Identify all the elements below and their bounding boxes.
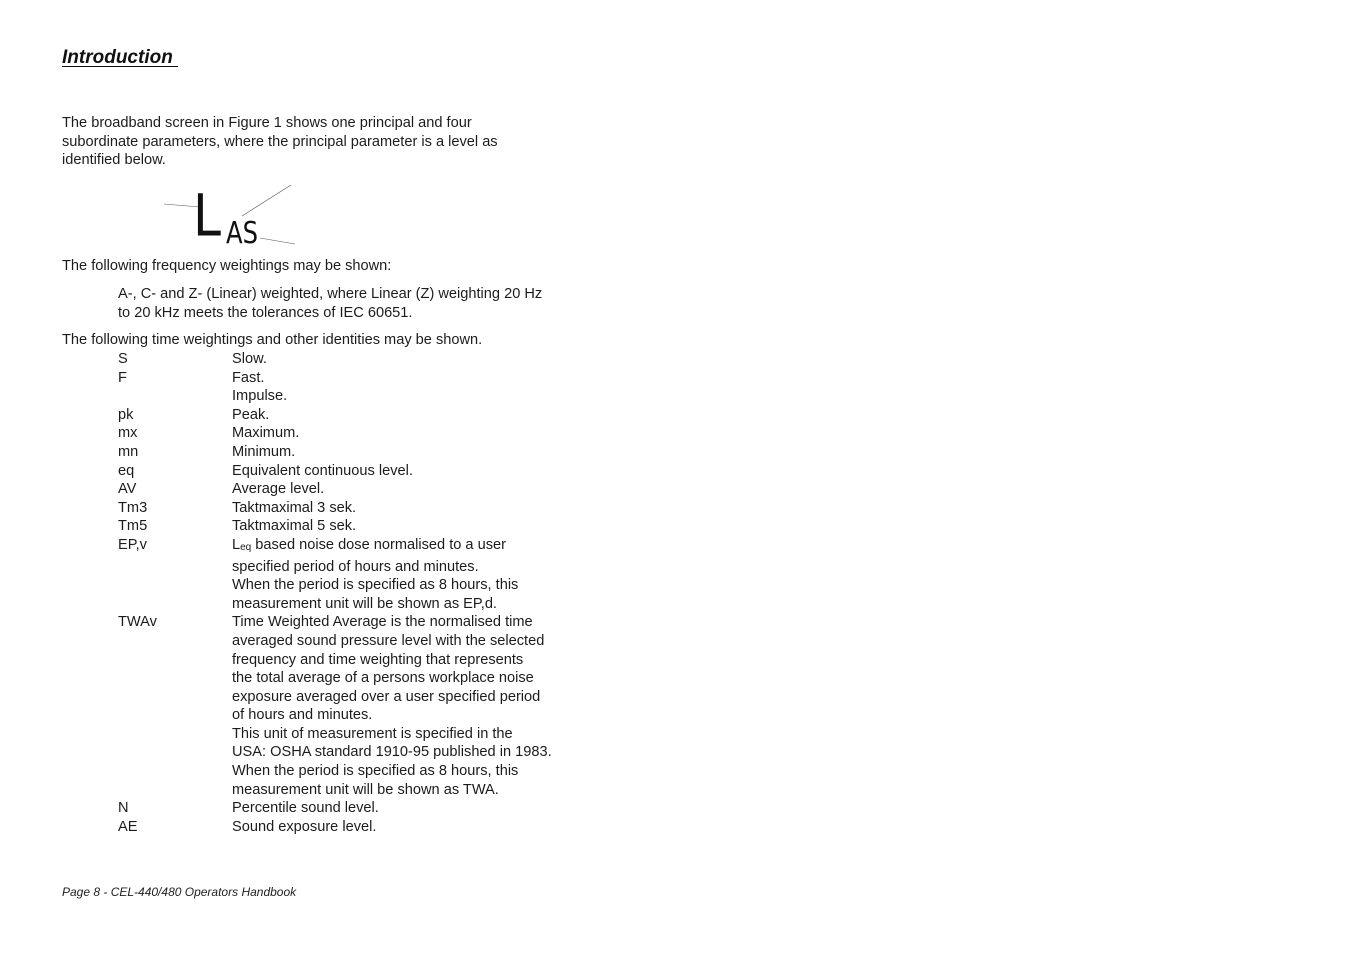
- definition-term: [118, 387, 232, 406]
- definition-line: When the period is specified as 8 hours, this: [232, 577, 519, 594]
- frequency-detail-line: to 20 kHz meets the tolerances of IEC 60651.: [118, 304, 413, 321]
- definition-term: eq: [118, 462, 135, 479]
- definition-row: [118, 517, 598, 536]
- definition-description: [232, 517, 598, 536]
- definition-line: Average level.: [232, 481, 325, 498]
- definition-line: of hours and minutes.: [232, 707, 373, 724]
- definition-row: [118, 462, 598, 481]
- definition-term: Tm5: [118, 518, 148, 535]
- definition-line: Peak.: [232, 406, 270, 423]
- definition-term: S: [118, 351, 128, 367]
- definition-row: [118, 799, 598, 818]
- definition-line: Time Weighted Average is the normalised time: [232, 614, 533, 631]
- definition-line: When the period is specified as 8 hours, this: [232, 763, 519, 780]
- definition-row: [118, 350, 598, 369]
- definition-row: [118, 369, 598, 388]
- definition-line: Taktmaximal 5 sek.: [232, 518, 357, 535]
- definition-line: Percentile sound level.: [232, 800, 379, 817]
- section-heading: Introduction: [62, 47, 179, 68]
- definition-row: [118, 387, 598, 406]
- definition-row: [118, 613, 598, 799]
- definition-row: [118, 499, 598, 518]
- definitions-list: [118, 350, 598, 836]
- definition-term: AV: [118, 481, 137, 498]
- definition-term: Tm3: [118, 499, 148, 516]
- definition-term: mn: [118, 443, 139, 460]
- definition-line: the total average of a persons workplace noise: [232, 670, 534, 687]
- time-intro: The following time weightings and other identities may be shown.: [62, 332, 483, 348]
- definition-description: [232, 350, 598, 369]
- definition-line: Maximum.: [232, 425, 300, 442]
- definition-line: averaged sound pressure level with the selected: [232, 632, 545, 649]
- definition-term: EP,v: [118, 536, 147, 553]
- definition-line: Slow.: [232, 351, 267, 367]
- definition-line: Taktmaximal 3 sek.: [232, 499, 357, 516]
- intro-line: The broadband screen in Figure 1 shows one principal and four: [62, 115, 472, 131]
- leq-subscript: eq: [240, 541, 252, 553]
- definition-description: [232, 499, 598, 518]
- definition-line: [232, 536, 598, 558]
- definition-term: N: [118, 800, 129, 817]
- definition-description: [232, 818, 598, 837]
- definition-description: [232, 536, 598, 613]
- intro-line: identified below.: [62, 152, 166, 169]
- definition-row: [118, 406, 598, 425]
- definition-row: [118, 480, 598, 499]
- las-display-figure: [160, 180, 300, 250]
- definition-line: Impulse.: [232, 388, 288, 405]
- definition-row: [118, 536, 598, 613]
- definition-term: AE: [118, 818, 138, 835]
- definition-row: [118, 443, 598, 462]
- frequency-intro: The following frequency weightings may be shown:: [62, 258, 392, 274]
- definition-line-text: based noise dose normalised to a user: [251, 536, 506, 553]
- definition-description: [232, 406, 598, 425]
- intro-line: subordinate parameters, where the principal parameter is a level as: [62, 133, 498, 150]
- definition-description: [232, 443, 598, 462]
- definition-line: This unit of measurement is specified in the: [232, 725, 513, 742]
- definition-line: Fast.: [232, 369, 265, 386]
- definition-term: pk: [118, 406, 134, 423]
- page-footer: Page 8 - CEL-440/480 Operators Handbook: [62, 885, 297, 899]
- leq-symbol: L: [232, 536, 241, 553]
- definition-description: [232, 799, 598, 818]
- definition-line: Minimum.: [232, 443, 296, 460]
- definition-description: [232, 613, 598, 799]
- definition-row: [118, 818, 598, 837]
- definition-description: [232, 462, 598, 481]
- frequency-detail-line: A-, C- and Z- (Linear) weighted, where Linear (Z) weighting 20 Hz: [118, 286, 543, 302]
- definition-line: measurement unit will be shown as EP,d.: [232, 595, 497, 612]
- definition-term: TWAv: [118, 614, 157, 631]
- definition-line: USA: OSHA standard 1910-95 published in 1983.: [232, 744, 552, 761]
- definition-description: [232, 424, 598, 443]
- definition-line: Equivalent continuous level.: [232, 462, 413, 479]
- frequency-detail: [118, 285, 588, 322]
- definition-line: exposure averaged over a user specified period: [232, 688, 541, 705]
- definition-description: [232, 480, 598, 499]
- definition-line: Sound exposure level.: [232, 818, 377, 835]
- figure-leader-line: [260, 238, 295, 244]
- definition-term: mx: [118, 425, 138, 442]
- figure-leader-line: [242, 185, 291, 216]
- definition-row: [118, 424, 598, 443]
- definition-description: [232, 369, 598, 388]
- definition-term: F: [118, 369, 127, 386]
- figure-subscript: AS: [226, 216, 258, 250]
- intro-paragraph: [62, 114, 562, 170]
- figure-main-letter: L: [193, 181, 222, 250]
- definition-line: measurement unit will be shown as TWA.: [232, 781, 499, 798]
- definition-line: specified period of hours and minutes.: [232, 558, 479, 575]
- definition-description: [232, 387, 598, 406]
- definition-line: frequency and time weighting that represents: [232, 651, 524, 668]
